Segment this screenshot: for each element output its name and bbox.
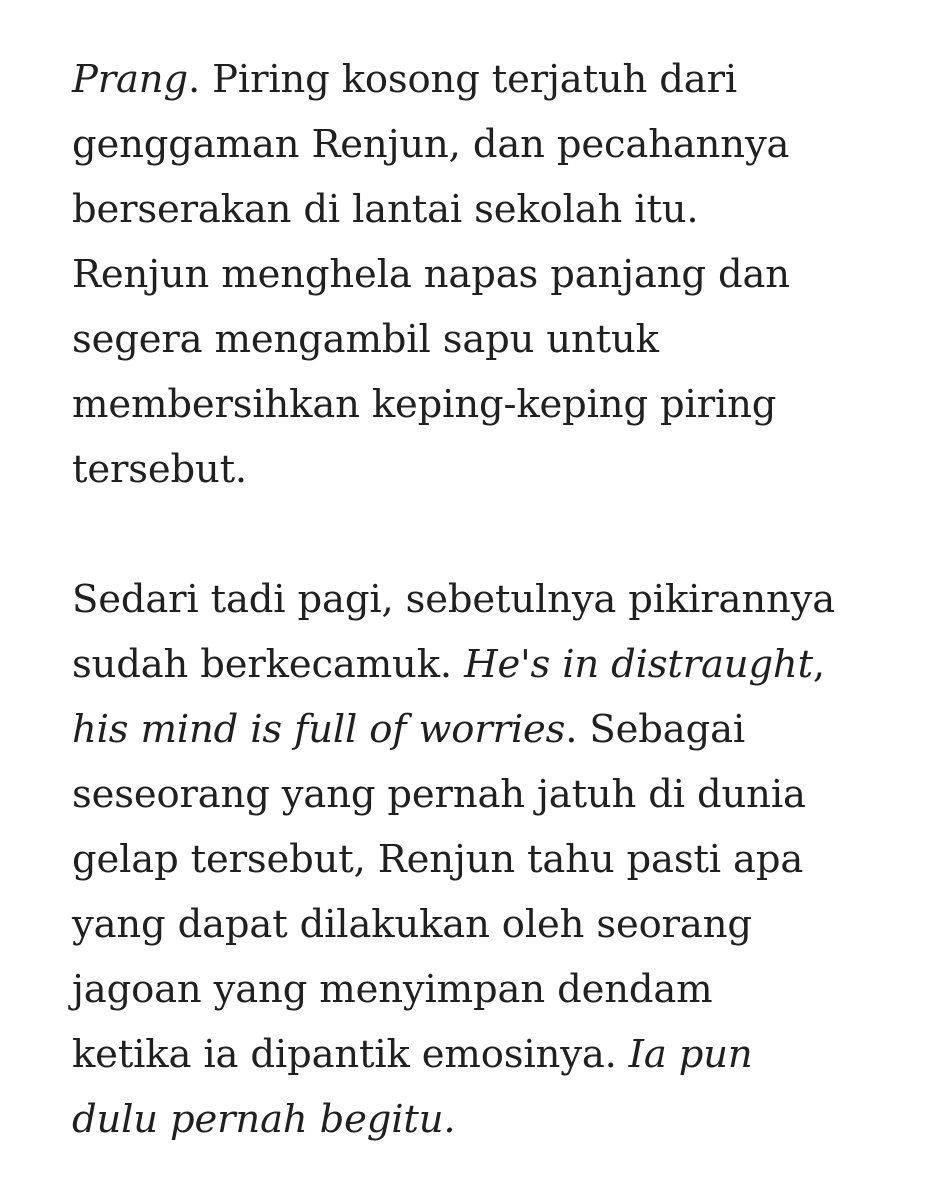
text-run: Renjun menghela napas panjang dan [72,252,790,297]
text-run: segera mengambil sapu untuk [72,317,659,362]
text-line [72,372,902,437]
text-run: tersebut. [72,447,248,492]
text-line [72,112,902,177]
text-line [72,1087,902,1152]
text-run: sudah berkecamuk. [72,642,465,687]
text-run: . Sebagai [565,707,746,752]
text-run: his mind is full of worries [72,707,566,752]
text-run: genggaman Renjun, dan pecahannya [72,122,790,167]
text-run: . Piring kosong terjatuh dari [187,57,737,102]
text-line [72,697,902,762]
text-run: yang dapat dilakukan oleh seorang [72,902,752,947]
text-line [72,242,902,307]
text-run: Sedari tadi pagi, sebetulnya pikirannya [72,577,836,622]
text-run: dulu pernah begitu. [72,1097,456,1142]
text-line [72,957,902,1022]
text-line [72,892,902,957]
text-run: Ia pun [628,1032,753,1077]
text-run: , [812,642,825,687]
paragraph-2 [72,567,902,1152]
text-run: He's in distraught [464,642,813,687]
text-line [72,632,902,697]
text-run: membersihkan keping-keping piring [72,382,777,427]
text-run: berserakan di lantai sekolah itu. [72,187,699,232]
paragraph-1 [72,47,902,502]
text-line [72,177,902,242]
text-run: seseorang yang pernah jatuh di dunia [72,772,806,817]
article-body [72,47,902,1152]
text-line [72,567,902,632]
text-line [72,47,902,112]
text-line [72,307,902,372]
text-line [72,762,902,827]
text-line [72,1022,902,1087]
text-line [72,437,902,502]
text-line [72,827,902,892]
text-run: Prang [72,57,188,102]
text-run: jagoan yang menyimpan dendam [72,967,713,1012]
text-run: ketika ia dipantik emosinya. [72,1032,629,1077]
text-run: gelap tersebut, Renjun tahu pasti apa [72,837,804,882]
